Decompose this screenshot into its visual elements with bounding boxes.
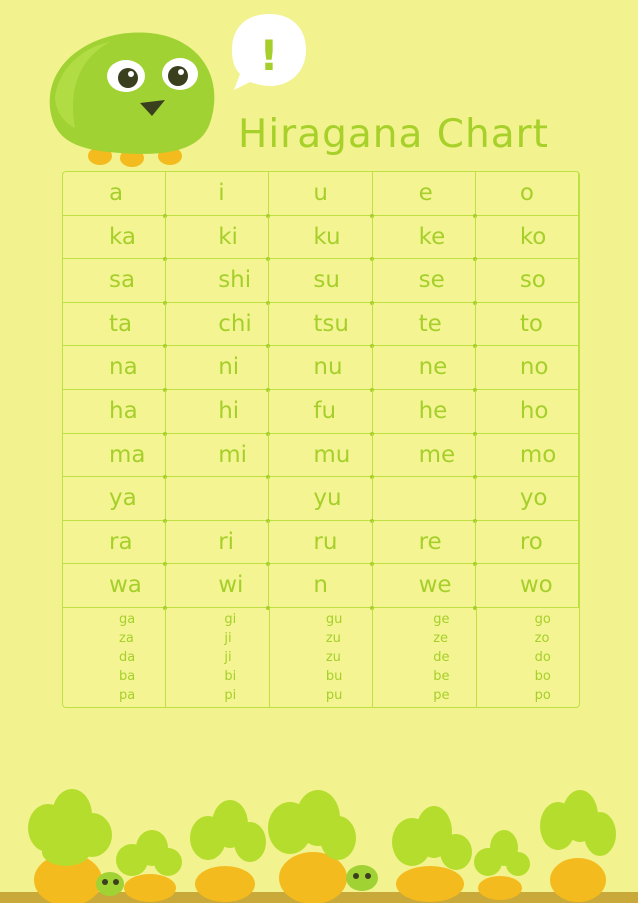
kana-romaji: ru <box>313 528 338 555</box>
kana-romaji: e <box>418 180 433 206</box>
kana-romaji: yu <box>313 485 342 512</box>
chart-cell <box>373 172 476 215</box>
kana-romaji: wo <box>519 572 553 599</box>
kana-romaji: u <box>313 180 328 206</box>
kana-romaji: nu <box>313 354 343 381</box>
chart-cell <box>269 303 372 346</box>
voiced-romaji: do <box>534 649 551 665</box>
chart-cell <box>63 477 166 520</box>
chart-cell <box>63 216 166 259</box>
chart-cell <box>373 346 476 389</box>
chart-row <box>63 303 579 347</box>
kana-romaji: mo <box>519 441 557 468</box>
carrot-garden-illustration <box>0 780 638 903</box>
chart-cell <box>166 521 269 564</box>
voiced-romaji: pu <box>325 687 343 703</box>
chart-cell <box>476 521 579 564</box>
kana-romaji: shi <box>218 267 252 294</box>
kana-romaji: he <box>418 397 448 424</box>
chart-cell <box>476 390 579 433</box>
voiced-romaji: zu <box>325 630 341 646</box>
chart-row <box>63 434 579 478</box>
chart-cell <box>373 434 476 477</box>
chart-cell <box>476 259 579 302</box>
chart-cell <box>63 172 166 215</box>
chart-cell <box>63 390 166 433</box>
chart-cell <box>373 477 476 520</box>
kana-romaji: n <box>313 572 328 599</box>
kana-romaji: hi <box>218 397 240 424</box>
kana-romaji: chi <box>218 310 252 337</box>
chart-cell <box>166 564 269 607</box>
kana-romaji: yo <box>519 485 548 512</box>
hiragana-grid <box>62 171 580 708</box>
kana-romaji: so <box>519 267 546 294</box>
chart-row <box>63 216 579 260</box>
kana-romaji: no <box>519 354 549 381</box>
voiced-romaji: pi <box>224 687 237 703</box>
chart-cell <box>63 521 166 564</box>
chart-cell <box>269 521 372 564</box>
chart-cell <box>63 346 166 389</box>
voiced-romaji: bi <box>224 668 237 684</box>
chart-row <box>63 477 579 521</box>
voiced-romaji: ga <box>119 611 136 627</box>
chart-row <box>63 259 579 303</box>
voiced-romaji: za <box>119 630 134 646</box>
chart-cell <box>476 303 579 346</box>
chart-cell <box>373 259 476 302</box>
kana-romaji: wa <box>109 572 142 599</box>
kana-romaji: ku <box>313 223 341 250</box>
kana-romaji: ya <box>109 485 137 512</box>
kana-romaji: me <box>418 441 456 468</box>
voiced-romaji: de <box>433 649 450 665</box>
chart-cell <box>269 259 372 302</box>
chart-cell <box>269 390 372 433</box>
kana-romaji: a <box>109 180 124 206</box>
chart-row <box>63 346 579 390</box>
chart-cell <box>166 303 269 346</box>
voiced-romaji: gi <box>224 611 237 627</box>
voiced-sounds-row <box>63 608 579 707</box>
page-title: Hiragana Chart <box>238 112 549 157</box>
chart-cell <box>373 521 476 564</box>
kana-romaji: ko <box>519 223 547 250</box>
chart-cell <box>269 564 372 607</box>
voiced-romaji: ji <box>224 649 232 665</box>
voiced-romaji: ji <box>224 630 232 646</box>
voiced-romaji: bu <box>325 668 343 684</box>
kana-romaji: mi <box>218 441 247 468</box>
kana-romaji: na <box>109 354 138 381</box>
voiced-cell <box>166 608 269 707</box>
chart-cell <box>166 216 269 259</box>
voiced-romaji: pa <box>119 687 136 703</box>
kana-romaji: ki <box>218 223 238 250</box>
chart-cell <box>373 390 476 433</box>
chart-cell <box>269 216 372 259</box>
kana-romaji: ne <box>418 354 448 381</box>
kana-romaji: sa <box>109 267 136 294</box>
voiced-romaji: po <box>534 687 551 703</box>
kana-romaji: ra <box>109 528 133 555</box>
chart-row <box>63 564 579 608</box>
kana-romaji: ro <box>519 528 543 555</box>
kana-romaji: ta <box>109 310 133 337</box>
chart-cell <box>166 346 269 389</box>
chart-cell <box>269 346 372 389</box>
exclamation-mark: ! <box>259 31 279 80</box>
kana-romaji: ha <box>109 397 138 424</box>
voiced-romaji: pe <box>433 687 450 703</box>
chart-cell <box>476 216 579 259</box>
voiced-cell <box>373 608 476 707</box>
kana-romaji: we <box>418 572 452 599</box>
kana-romaji: su <box>313 267 340 294</box>
chart-cell <box>63 259 166 302</box>
chart-cell <box>166 390 269 433</box>
kana-romaji: te <box>418 310 442 337</box>
voiced-romaji: bo <box>534 668 551 684</box>
voiced-cell <box>63 608 166 707</box>
chart-cell <box>476 172 579 215</box>
chart-cell <box>269 477 372 520</box>
kana-romaji: se <box>418 267 445 294</box>
chart-cell <box>63 303 166 346</box>
chart-row <box>63 390 579 434</box>
kana-romaji: fu <box>313 397 337 424</box>
mascot-illustration <box>40 28 220 168</box>
voiced-romaji: ge <box>433 611 450 627</box>
voiced-romaji: go <box>534 611 551 627</box>
speech-bubble <box>228 10 310 92</box>
kana-romaji: wi <box>218 572 244 599</box>
voiced-cell <box>477 608 579 707</box>
kana-romaji: to <box>519 310 543 337</box>
chart-cell <box>476 346 579 389</box>
kana-romaji: ri <box>218 528 235 555</box>
kana-romaji: re <box>418 528 442 555</box>
voiced-romaji: ba <box>119 668 136 684</box>
chart-cell <box>269 434 372 477</box>
voiced-romaji: ze <box>433 630 449 646</box>
kana-romaji: i <box>218 180 225 206</box>
chart-cell <box>166 259 269 302</box>
kana-romaji: ma <box>109 441 146 468</box>
kana-romaji: ni <box>218 354 240 381</box>
voiced-romaji: da <box>119 649 136 665</box>
chart-cell <box>166 477 269 520</box>
chart-cell <box>476 434 579 477</box>
voiced-romaji: be <box>433 668 450 684</box>
chart-cell <box>476 564 579 607</box>
chart-cell <box>476 477 579 520</box>
kana-romaji: ke <box>418 223 446 250</box>
chart-cell <box>166 172 269 215</box>
kana-romaji: o <box>519 180 534 206</box>
chart-row <box>63 521 579 565</box>
chart-cell <box>373 564 476 607</box>
voiced-romaji: zu <box>325 649 341 665</box>
kana-romaji: ho <box>519 397 549 424</box>
voiced-romaji: zo <box>534 630 550 646</box>
kana-romaji: ka <box>109 223 137 250</box>
chart-cell <box>269 172 372 215</box>
voiced-romaji: gu <box>325 611 343 627</box>
chart-cell <box>373 303 476 346</box>
chart-row <box>63 172 579 216</box>
kana-romaji: mu <box>313 441 351 468</box>
chart-cell <box>63 434 166 477</box>
chart-cell <box>63 564 166 607</box>
kana-romaji: tsu <box>313 310 349 337</box>
chart-cell <box>373 216 476 259</box>
voiced-cell <box>270 608 373 707</box>
chart-cell <box>166 434 269 477</box>
